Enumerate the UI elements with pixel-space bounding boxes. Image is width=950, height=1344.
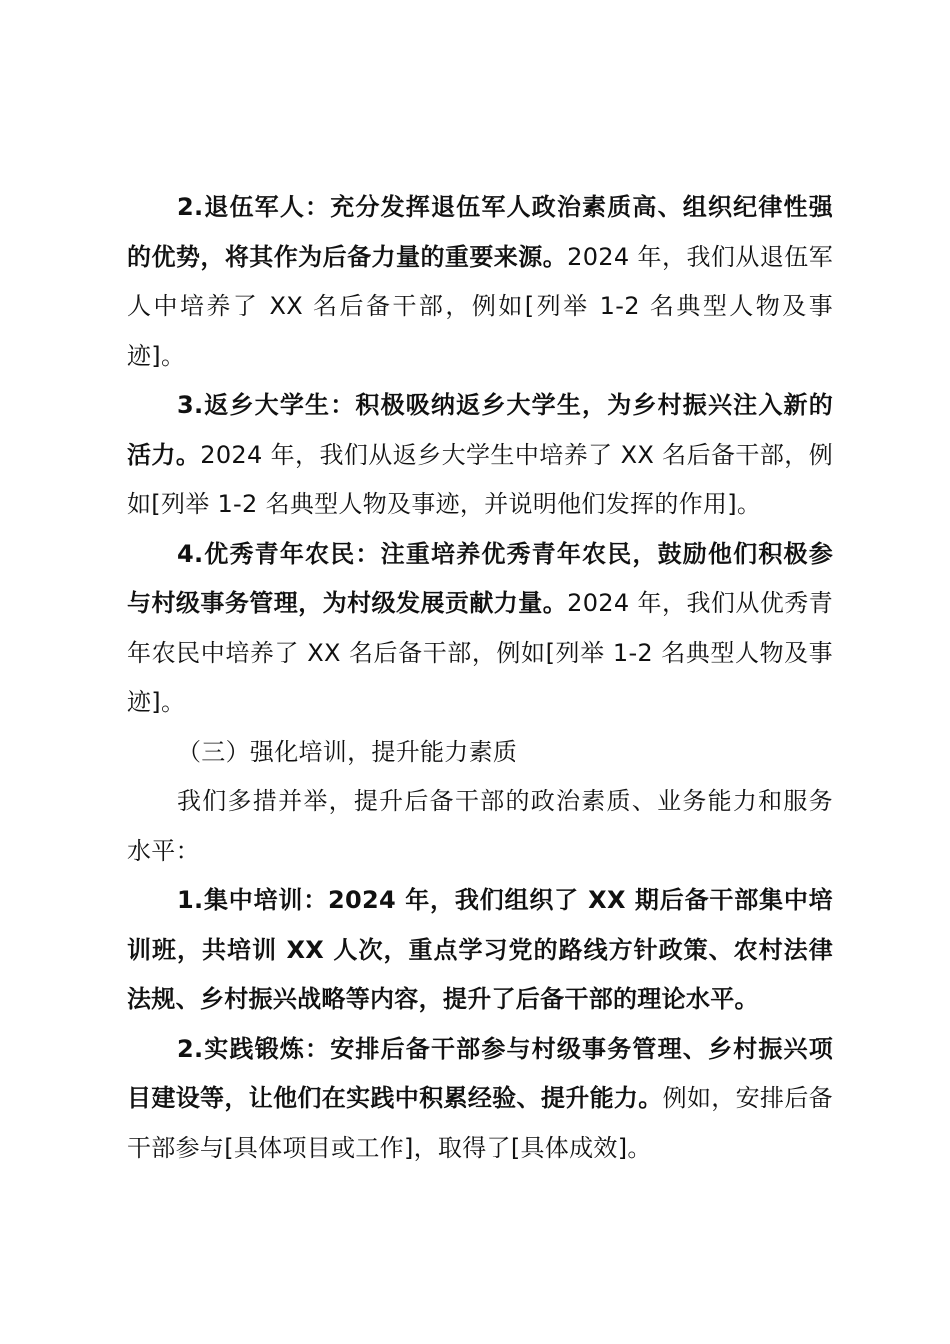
paragraph-young-farmers-text: 2024 年，我们从优秀青年农民中培养了 XX 名后备干部，例如[列举 1-2 名典型人物及事迹]。 bbox=[127, 589, 834, 716]
paragraph-returning-students bbox=[127, 381, 833, 530]
paragraph-veterans bbox=[127, 183, 833, 381]
paragraph-returning-students-bold: 3.返乡大学生：积极吸纳返乡大学生，为乡村振兴注入新的活力。 bbox=[127, 391, 833, 469]
paragraph-returning-students-text: 2024 年，我们从返乡大学生中培养了 XX 名后备干部，例如[列举 1-2 名典型人物及事迹，并说明他们发挥的作用]。 bbox=[127, 440, 833, 518]
document-body bbox=[127, 183, 833, 1173]
paragraph-practice-training bbox=[127, 1025, 833, 1174]
paragraph-centralized-training bbox=[127, 876, 833, 1025]
paragraph-young-farmers bbox=[127, 530, 833, 728]
paragraph-centralized-training-bold: 1.集中培训：2024 年，我们组织了 XX 期后备干部集中培训班，共培训 XX 人次，重点学习党的路线方针政策、农村法律法规、乡村振兴战略等内容，提升了后备干部的理论水平。 bbox=[127, 886, 833, 1013]
paragraph-practice-training-bold: 2.实践锻炼：安排后备干部参与村级事务管理、乡村振兴项目建设等，让他们在实践中积累经验、提升能力。 bbox=[127, 1034, 833, 1112]
paragraph-training-intro bbox=[127, 777, 833, 876]
section-heading-text: （三）强化培训，提升能力素质 bbox=[177, 737, 518, 766]
paragraph-veterans-text: 2024 年，我们从退伍军人中培养了 XX 名后备干部，例如[列举 1-2 名典型人物及事迹]。 bbox=[127, 242, 834, 370]
paragraph-young-farmers-bold: 4.优秀青年农民：注重培养优秀青年农民，鼓励他们积极参与村级事务管理，为村级发展贡献力量。 bbox=[127, 539, 833, 617]
paragraph-training-intro-text: 我们多措并举，提升后备干部的政治素质、业务能力和服务水平： bbox=[127, 787, 833, 865]
paragraph-practice-training-text: 例如，安排后备干部参与[具体项目或工作]，取得了[具体成效]。 bbox=[127, 1084, 833, 1162]
paragraph-veterans-bold: 2.退伍军人：充分发挥退伍军人政治素质高、组织纪律性强的优势，将其作为后备力量的重要来源。 bbox=[127, 193, 833, 271]
section-heading bbox=[127, 728, 833, 778]
